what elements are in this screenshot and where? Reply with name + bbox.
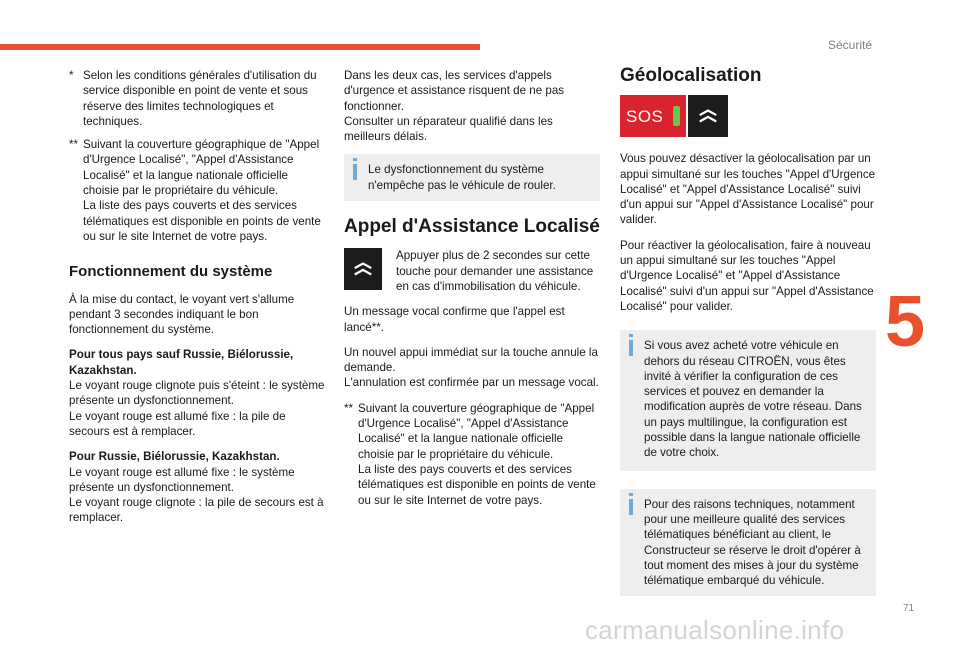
column-1 — [69, 68, 325, 536]
footnote-1 — [69, 68, 325, 129]
paragraph-line: Le voyant rouge clignote : la pile de secours est à remplacer. — [69, 496, 324, 525]
section-heading: Appel d'Assistance Localisé — [344, 216, 600, 238]
sos-label: SOS — [626, 106, 664, 126]
info-icon — [353, 164, 357, 180]
button-description: Appuyer plus de 2 secondes sur cette touche pour demander une assistance en cas d'immobilisation du véhicule. — [396, 249, 594, 293]
footnote-mark: ** — [344, 401, 354, 415]
info-box — [620, 489, 876, 597]
paragraph-block — [69, 449, 325, 525]
paragraph-line: L'annulation est confirmée par un message vocal. — [344, 376, 599, 390]
assist-button-row — [344, 248, 600, 294]
paragraph-line: Le voyant rouge est allumé fixe : le système présente un dysfonctionnement. — [69, 465, 295, 494]
footnote-text-2: La liste des pays couverts et des services télématiques est disponible en points de vente ou sur le site Internet de votre pays. — [358, 462, 596, 507]
column-2 — [344, 68, 600, 516]
footnote-text: Suivant la couverture géographique de "Appel d'Urgence Localisé", "Appel d'Assistance Localisé" et la langue nationale officielle choisie par le propriétaire du véhicule. — [358, 401, 595, 461]
watermark: carmanualsonline.info — [585, 615, 845, 645]
assistance-button — [688, 95, 728, 137]
footnote-text: Suivant la couverture géographique de "Appel d'Urgence Localisé", "Appel d'Assistance Localisé" et la langue nationale officielle choisie par le propriétaire du véhicule. — [83, 138, 320, 198]
paragraph-block — [344, 345, 600, 391]
paragraph: Un message vocal confirme que l'appel est lancé**. — [344, 305, 565, 334]
info-icon — [629, 340, 633, 356]
paragraph-line: Un nouvel appui immédiat sur la touche annule la demande. — [344, 345, 598, 375]
column-3 — [620, 65, 876, 614]
status-led — [673, 106, 680, 126]
paragraph: À la mise du contact, le voyant vert s'allume pendant 3 secondes indiquant le bon fonctionnement du système. — [69, 292, 295, 337]
paragraph: Vous pouvez désactiver la géolocalisation par un appui simultané sur les touches "Appel d'Urgence Localisé" et "Appel d'Assistance Localisé" suivi d'un appui sur "Appel d'Assistance Localisé" pour valider. — [620, 152, 876, 227]
paragraph-line: Le voyant rouge est allumé fixe : la pile de secours est à remplacer. — [69, 409, 286, 438]
paragraph-line: Dans les deux cas, les services d'appels d'urgence et assistance risquent de ne pas fonctionner. — [344, 69, 565, 113]
section-heading: Géolocalisation — [620, 65, 762, 86]
sos-button — [620, 95, 686, 137]
paragraph-bold: Pour tous pays sauf Russie, Biélorussie, Kazakhstan. — [69, 348, 294, 377]
paragraph: Pour réactiver la géolocalisation, faire à nouveau un appui simultané sur les touches "Appel d'Urgence Localisé" et "Appel d'Assistance Localisé" suivi d'un appui sur "Appel d'Assistance Localisé" pour valider. — [620, 238, 874, 313]
paragraph-block — [69, 347, 325, 439]
button-pair — [620, 95, 876, 137]
info-text: Si vous avez acheté votre véhicule en dehors du réseau CITROËN, vous êtes invité à vérifier la configuration de ces services et pouvez en demander la modification auprès de votre réseau. Dans un pays multilingue, la configuration est possible dans la langue nationale officielle de votre choix. — [644, 339, 862, 460]
page-number: 71 — [903, 603, 915, 614]
section-heading: Fonctionnement du système — [69, 263, 273, 281]
info-box — [344, 154, 600, 201]
footnote-2 — [69, 137, 325, 244]
header-accent-bar — [0, 44, 480, 50]
footnote — [344, 401, 600, 508]
info-box — [620, 330, 876, 470]
paragraph-line: Consulter un réparateur qualifié dans les meilleurs délais. — [344, 114, 553, 144]
citroen-chevrons-icon — [697, 105, 719, 127]
footnote-mark: ** — [69, 138, 79, 152]
info-text: Le dysfonctionnement du système n'empêche pas le véhicule de rouler. — [368, 163, 556, 192]
info-icon — [629, 499, 633, 515]
assistance-button — [344, 248, 382, 290]
chapter-number: 5 — [885, 282, 926, 362]
info-text: Pour des raisons techniques, notamment pour une meilleure qualité des services télématiques bénéficiant au client, le Constructeur se réserve le droit d'opérer à tout moment des mises à jour du système télématique embarqué du véhicule. — [644, 497, 861, 588]
paragraph-bold: Pour Russie, Biélorussie, Kazakhstan. — [69, 450, 280, 464]
citroen-chevrons-icon — [352, 258, 374, 280]
footnote-mark: * — [69, 69, 74, 82]
footnote-text-2: La liste des pays couverts et des services télématiques est disponible en points de vente ou sur le site Internet de votre pays. — [83, 199, 321, 243]
section-title: Sécurité — [828, 38, 873, 52]
paragraph-block — [344, 68, 600, 144]
paragraph-line: Le voyant rouge clignote puis s'éteint : le système présente un dysfonctionnement. — [69, 379, 325, 408]
footnote-text: Selon les conditions générales d'utilisation du service disponible en point de vente et sous réserve des limites technologiques et techniques. — [83, 69, 317, 128]
